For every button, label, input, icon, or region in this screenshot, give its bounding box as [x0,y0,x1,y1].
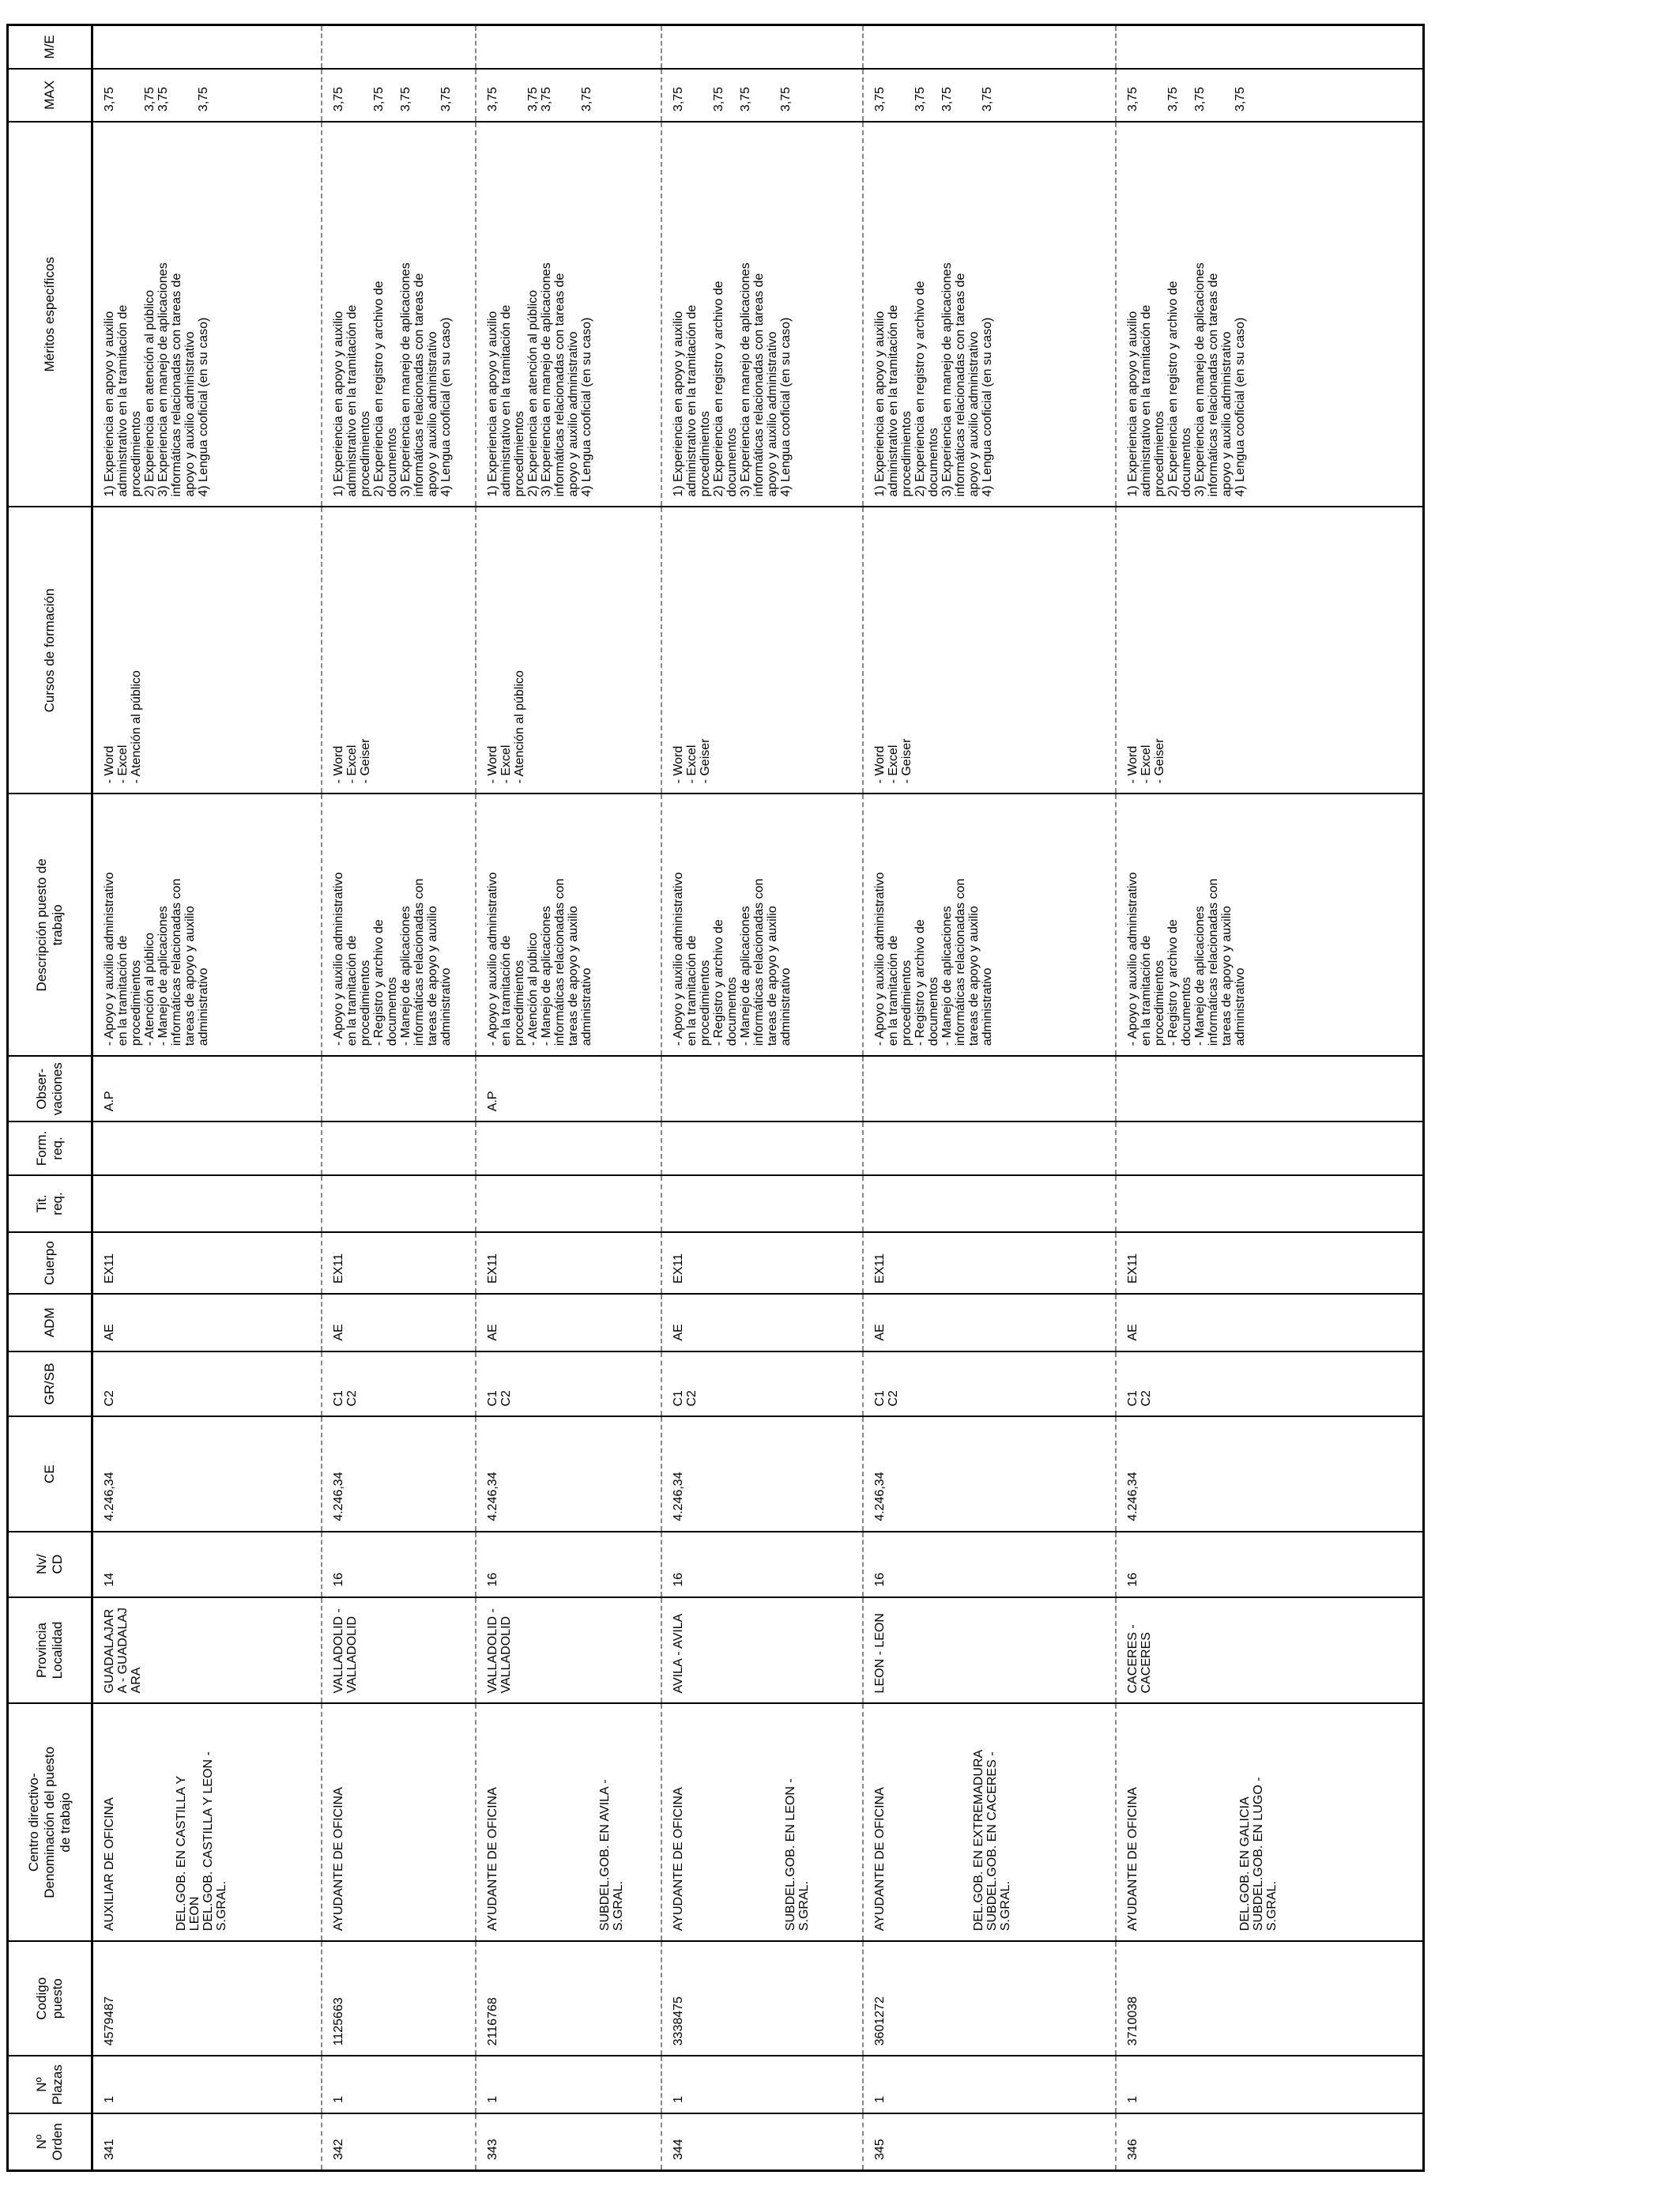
cell-cursos: - Word - Excel - Geiser [1116,507,1424,794]
cell-meritos: 1) Experiencia en apoyo y auxilio administrativo en la tramitación de procedimientos 2) Experiencia en atención al público 3) Experiencia en manejo de aplicaciones informáticas relacionadas con tareas de apoyo y auxilio administrativo 4) Lengua cooficial (en su caso) [476,122,661,507]
cell-adm: AE [661,1294,863,1351]
cell-descripcion: - Apoyo y auxilio administrativo en la tramitación de procedimientos - Atención al público - Manejo de aplicaciones informáticas relacionadas con tareas de apoyo y auxilio administrativo [92,794,322,1056]
header-nivel: Nv/ CD [8,1532,92,1597]
cell-ce: 4.246,34 [476,1417,661,1532]
cell-form [476,1122,661,1174]
cell-cursos: - Word - Excel - Atención al público [92,507,322,794]
directorate-subname: DEL.GOB. CASTILLA Y LEON - S.GRAL. [202,1751,228,1932]
table-row [661,25,863,2171]
cell-nivel: 16 [863,1532,1116,1597]
cell-centro [863,1703,1116,1941]
cell-grupo: C2 [92,1351,322,1417]
cell-ce: 4.246,34 [863,1417,1116,1532]
cell-provincia: GUADALAJAR A - GUADALAJ ARA [92,1597,322,1704]
cell-tit [92,1175,322,1233]
cell-orden: 343 [476,2113,661,2171]
directorate-name: SUBDEL.GOB. EN AVILA - S.GRAL. [597,1779,625,1932]
cell-centro [661,1703,863,1941]
cell-orden: 342 [322,2113,476,2171]
job-positions-table [6,24,1425,2172]
cell-codigo: 1125663 [322,1941,476,2056]
table-row [863,25,1116,2171]
cell-plazas: 1 [92,2056,322,2113]
cell-meritos: 1) Experiencia en apoyo y auxilio administrativo en la tramitación de procedimientos 2) Experiencia en registro y archivo de documentos 3) Experiencia en manejo de aplicaciones informáticas relacionadas con tareas de apoyo y auxilio administrativo 4) Lengua cooficial (en su caso) [661,122,863,507]
header-descripcion: Descripción puesto de trabajo [8,794,92,1056]
position-name: AYUDANTE DE OFICINA [671,1787,685,1932]
cell-adm: AE [1116,1294,1424,1351]
cell-meritos: 1) Experiencia en apoyo y auxilio administrativo en la tramitación de procedimientos 2) Experiencia en registro y archivo de documentos 3) Experiencia en manejo de aplicaciones informáticas relacionadas con tareas de apoyo y auxilio administrativo 4) Lengua cooficial (en su caso) [863,122,1116,507]
header-cuerpo: Cuerpo [8,1232,92,1294]
cell-meritos: 1) Experiencia en apoyo y auxilio administrativo en la tramitación de procedimientos 2) Experiencia en registro y archivo de documentos 3) Experiencia en manejo de aplicaciones informáticas relacionadas con tareas de apoyo y auxilio administrativo 4) Lengua cooficial (en su caso) [1116,122,1424,507]
cell-max: 3,75 3,75 3,75 3,75 [322,69,476,122]
directorate-name: SUBDEL.GOB. EN LEON - S.GRAL. [783,1778,811,1932]
header-max: MAX [8,69,92,122]
table-row [92,25,322,2171]
cell-tit [1116,1175,1424,1233]
cell-ce: 4.246,34 [322,1417,476,1532]
header-adm: ADM [8,1294,92,1351]
cell-form [92,1122,322,1174]
cell-form [661,1122,863,1174]
cell-max: 3,75 3,75 3,75 3,75 [476,69,661,122]
cell-codigo: 4579487 [92,1941,322,2056]
cell-ce: 4.246,34 [1116,1417,1424,1532]
position-name: AYUDANTE DE OFICINA [485,1787,499,1932]
header-provincia: Provincia Localidad [8,1597,92,1704]
cell-obs [863,1056,1116,1122]
cell-cuerpo: EX11 [661,1232,863,1294]
cell-nivel: 16 [476,1532,661,1597]
position-name: AYUDANTE DE OFICINA [872,1787,887,1932]
cell-tit [322,1175,476,1233]
cell-descripcion: - Apoyo y auxilio administrativo en la tramitación de procedimientos - Atención al público - Manejo de aplicaciones informáticas relacionadas con tareas de apoyo y auxilio administrativo [476,794,661,1056]
header-grupo: GR/SB [8,1351,92,1417]
cell-descripcion: - Apoyo y auxilio administrativo en la tramitación de procedimientos - Registro y archivo de documentos - Manejo de aplicaciones informáticas relacionadas con tareas de apoyo y auxilio administrativo [322,794,476,1056]
cell-nivel: 16 [322,1532,476,1597]
cell-cursos: - Word - Excel - Geiser [863,507,1116,794]
cell-centro [1116,1703,1424,1941]
cell-descripcion: - Apoyo y auxilio administrativo en la tramitación de procedimientos - Registro y archivo de documentos - Manejo de aplicaciones informáticas relacionadas con tareas de apoyo y auxilio administrativo [1116,794,1424,1056]
cell-cursos: - Word - Excel - Atención al público [476,507,661,794]
cell-plazas: 1 [476,2056,661,2113]
cell-max: 3,75 3,75 3,75 3,75 [661,69,863,122]
cell-cuerpo: EX11 [322,1232,476,1294]
directorate-name: DEL.GOB. EN EXTREMADURA [971,1749,985,1932]
cell-grupo: C1 C2 [863,1351,1116,1417]
cell-adm: AE [476,1294,661,1351]
cell-adm: AE [322,1294,476,1351]
table-row [1116,25,1424,2171]
header-plazas: Nº Plazas [8,2056,92,2113]
header-centro: Centro directivo- Denominación del puesto de trabajo [8,1703,92,1941]
cell-form [863,1122,1116,1174]
cell-nivel: 16 [1116,1532,1424,1597]
cell-meritos: 1) Experiencia en apoyo y auxilio administrativo en la tramitación de procedimientos 2) Experiencia en registro y archivo de documentos 3) Experiencia en manejo de aplicaciones informáticas relacionadas con tareas de apoyo y auxilio administrativo 4) Lengua cooficial (en su caso) [322,122,476,507]
directorate-subname: SUBDEL.GOB. EN CACERES - S.GRAL. [985,1751,1012,1932]
cell-centro [322,1703,476,1941]
cell-me [1116,25,1424,69]
cell-plazas: 1 [863,2056,1116,2113]
cell-obs [661,1056,863,1122]
cell-orden: 346 [1116,2113,1424,2171]
cell-orden: 341 [92,2113,322,2171]
cell-max: 3,75 3,75 3,75 3,75 [863,69,1116,122]
cell-tit [661,1175,863,1233]
cell-nivel: 16 [661,1532,863,1597]
cell-provincia: VALLADOLID - VALLADOLID [476,1597,661,1704]
cell-ce: 4.246,34 [92,1417,322,1532]
position-name: AUXILIAR DE OFICINA [103,1797,116,1932]
cell-codigo: 2116768 [476,1941,661,2056]
table-row [476,25,661,2171]
header-tit: Tit. req. [8,1175,92,1233]
header-ce: CE [8,1417,92,1532]
cell-provincia: AVILA - AVILA [661,1597,863,1704]
position-name: AYUDANTE DE OFICINA [1125,1787,1139,1932]
cell-plazas: 1 [1116,2056,1424,2113]
cell-obs: A.P [476,1056,661,1122]
directorate-subname: SUBDEL.GOB. EN LUGO - S.GRAL. [1251,1777,1279,1932]
header-orden: Nº Orden [8,2113,92,2171]
cell-obs [1116,1056,1424,1122]
header-me: M/E [8,25,92,69]
cell-centro [92,1703,322,1941]
cell-codigo: 3710038 [1116,1941,1424,2056]
cell-adm: AE [863,1294,1116,1351]
directorate-name: DEL.GOB. EN GALICIA [1237,1796,1252,1932]
cell-me [661,25,863,69]
directorate-name: DEL.GOB. EN CASTILLA Y LEON [175,1775,202,1932]
cell-provincia: LEON - LEON [863,1597,1116,1704]
header-form: Form. req. [8,1122,92,1174]
cell-cuerpo: EX11 [476,1232,661,1294]
cell-orden: 345 [863,2113,1116,2171]
cell-max: 3,75 3,75 3,75 3,75 [1116,69,1424,122]
cell-me [322,25,476,69]
position-name: AYUDANTE DE OFICINA [331,1787,345,1932]
cell-centro [476,1703,661,1941]
cell-cuerpo: EX11 [863,1232,1116,1294]
header-obs: Obser- vaciones [8,1056,92,1122]
cell-tit [476,1175,661,1233]
cell-grupo: C1 C2 [1116,1351,1424,1417]
cell-plazas: 1 [661,2056,863,2113]
cell-adm: AE [92,1294,322,1351]
cell-tit [863,1175,1116,1233]
header-meritos: Méritos específicos [8,122,92,507]
cell-cursos: - Word - Excel - Geiser [661,507,863,794]
cell-cuerpo: EX11 [92,1232,322,1294]
cell-codigo: 3601272 [863,1941,1116,2056]
cell-meritos: 1) Experiencia en apoyo y auxilio administrativo en la tramitación de procedimientos 2) Experiencia en atención al público 3) Experiencia en manejo de aplicaciones informáticas relacionadas con tareas de apoyo y auxilio administrativo 4) Lengua cooficial (en su caso) [92,122,322,507]
cell-provincia: CACERES - CACERES [1116,1597,1424,1704]
cell-nivel: 14 [92,1532,322,1597]
cell-me [476,25,661,69]
cell-provincia: VALLADOLID - VALLADOLID [322,1597,476,1704]
cell-obs: A.P [92,1056,322,1122]
cell-ce: 4.246,34 [661,1417,863,1532]
cell-form [1116,1122,1424,1174]
cell-grupo: C1 C2 [322,1351,476,1417]
cell-cuerpo: EX11 [1116,1232,1424,1294]
cell-obs [322,1056,476,1122]
header-row [8,25,92,2171]
cell-grupo: C1 C2 [661,1351,863,1417]
cell-descripcion: - Apoyo y auxilio administrativo en la tramitación de procedimientos - Registro y archivo de documentos - Manejo de aplicaciones informáticas relacionadas con tareas de apoyo y auxilio administrativo [863,794,1116,1056]
cell-codigo: 3338475 [661,1941,863,2056]
cell-max: 3,75 3,75 3,75 3,75 [92,69,322,122]
cell-orden: 344 [661,2113,863,2171]
cell-me [863,25,1116,69]
cell-grupo: C1 C2 [476,1351,661,1417]
header-cursos: Cursos de formación [8,507,92,794]
table-row [322,25,476,2171]
cell-cursos: - Word - Excel - Geiser [322,507,476,794]
cell-plazas: 1 [322,2056,476,2113]
cell-form [322,1122,476,1174]
cell-descripcion: - Apoyo y auxilio administrativo en la tramitación de procedimientos - Registro y archivo de documentos - Manejo de aplicaciones informáticas relacionadas con tareas de apoyo y auxilio administrativo [661,794,863,1056]
cell-me [92,25,322,69]
header-codigo: Codigo puesto [8,1941,92,2056]
